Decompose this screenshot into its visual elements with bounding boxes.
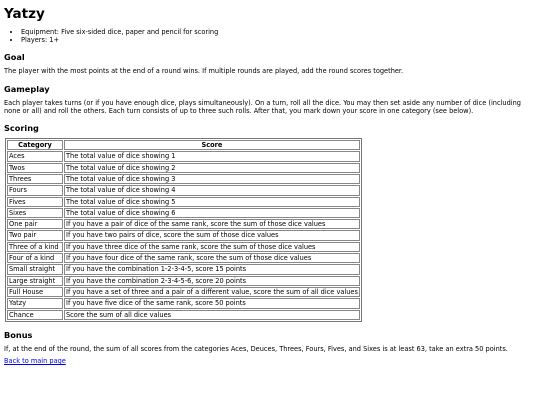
score-cell: The total value of dice showing 4 <box>64 185 360 195</box>
table-row <box>7 287 360 297</box>
table-row <box>7 298 360 308</box>
score-column-header: Score <box>64 140 360 150</box>
goal-heading: Goal <box>4 52 25 63</box>
category-cell: Fives <box>7 197 63 207</box>
category-cell: Threes <box>7 174 63 184</box>
category-column-header: Category <box>7 140 63 150</box>
back-to-main-link[interactable]: Back to main page <box>4 357 66 366</box>
goal-text: The player with the most points at the end of a round wins. If multiple rounds are played, add the round scores together. <box>4 67 404 76</box>
score-cell: The total value of dice showing 1 <box>64 151 360 161</box>
score-cell: The total value of dice showing 3 <box>64 174 360 184</box>
category-cell: Yatzy <box>7 298 63 308</box>
score-cell: If you have the combination 2-3-4-5-6, score 20 points <box>64 276 360 286</box>
table-row <box>7 208 360 218</box>
score-cell: If you have four dice of the same rank, score the sum of those dice values <box>64 253 360 263</box>
list-item: • Equipment: Five six-sided dice, paper and pencil for scoring <box>21 28 536 36</box>
category-cell: Large straight <box>7 276 63 286</box>
score-cell: The total value of dice showing 6 <box>64 208 360 218</box>
gameplay-heading: Gameplay <box>4 83 50 94</box>
page-title: Yatzy <box>4 6 45 22</box>
bonus-text: If, at the end of the round, the sum of all scores from the categories Aces, Deuces, Threes, Fours, Fives, and Sixes is at least 63, take an extra 50 points. <box>4 344 508 353</box>
table-row <box>7 310 360 320</box>
score-cell: If you have two pairs of dice, score the sum of those dice values <box>64 230 360 240</box>
table-row <box>7 185 360 195</box>
category-cell: Small straight <box>7 264 63 274</box>
table-row <box>7 219 360 229</box>
table-header-row <box>7 140 360 150</box>
table-row <box>7 197 360 207</box>
bonus-heading: Bonus <box>4 329 33 340</box>
gameplay-text: Each player takes turns (or if you have enough dice, plays simultaneously). On a turn, roll all the dice. You may then set aside any number of dice (including none or all) and roll the others. Each turn consists of up to three such rolls. After that, you mark down your score in one category (see below). <box>4 98 521 115</box>
score-cell: If you have the combination 1-2-3-4-5, score 15 points <box>64 264 360 274</box>
score-cell: If you have a pair of dice of the same rank, score the sum of those dice values <box>64 219 360 229</box>
category-cell: Three of a kind <box>7 242 63 252</box>
table-row <box>7 242 360 252</box>
list-item: • Players: 1+ <box>21 36 536 44</box>
table-row <box>7 253 360 263</box>
category-cell: Aces <box>7 151 63 161</box>
back-link-paragraph <box>4 357 536 365</box>
equipment-list <box>4 28 536 44</box>
table-row <box>7 174 360 184</box>
category-cell: Chance <box>7 310 63 320</box>
score-cell: The total value of dice showing 2 <box>64 163 360 173</box>
category-cell: Fours <box>7 185 63 195</box>
score-cell: The total value of dice showing 5 <box>64 197 360 207</box>
score-cell: Score the sum of all dice values <box>64 310 360 320</box>
score-cell: If you have three dice of the same rank, score the sum of those dice values <box>64 242 360 252</box>
score-cell: If you have a set of three and a pair of a different value, score the sum of all dice values <box>66 287 358 296</box>
table-row <box>7 276 360 286</box>
table-row <box>7 264 360 274</box>
scoring-heading: Scoring <box>4 123 39 134</box>
category-cell: Four of a kind <box>7 253 63 263</box>
score-cell: If you have five dice of the same rank, score 50 points <box>64 298 360 308</box>
table-row <box>7 151 360 161</box>
scoring-table <box>5 138 362 322</box>
category-cell: Full House <box>7 287 63 297</box>
category-cell: Sixes <box>7 208 63 218</box>
table-row <box>7 230 360 240</box>
category-cell: Twos <box>7 163 63 173</box>
table-row <box>7 163 360 173</box>
category-cell: Two pair <box>7 230 63 240</box>
category-cell: One pair <box>7 219 63 229</box>
